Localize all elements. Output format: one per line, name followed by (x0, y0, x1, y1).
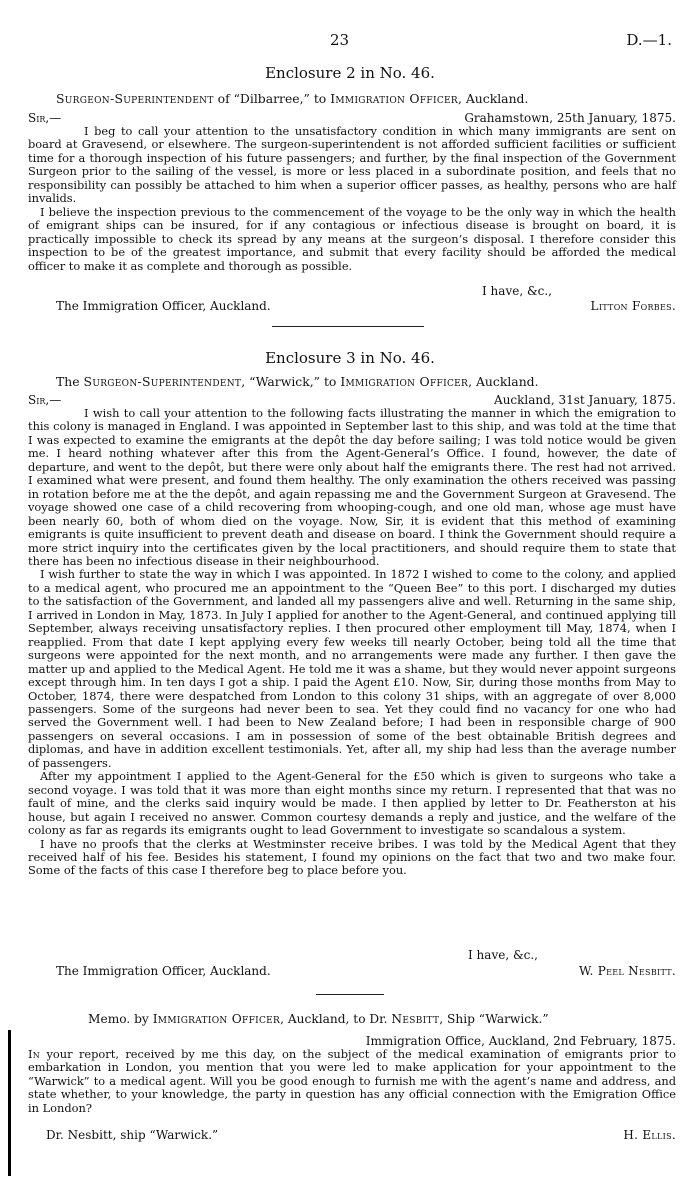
salutation: Sir,— (28, 393, 62, 407)
paragraph: I beg to call your attention to the unsatisfactory condition in which many immigrants are sent on board at Gravesend, or elsewhere. The surgeon-superintendent is not afforded sufficient facilities or sufficient time for a thorough inspection of his future passengers; and further, by the final inspection of the Government Surgeon prior to the sailing of the vessel, is more or less placed in a subordinate position, and feels that no responsibility can possibly be attached to him when a superior officer passes, as healthy, persons who are half invalids. (28, 124, 676, 206)
paragraph: I wish to call your attention to the following facts illustrating the manner in which the emigration to this colony is managed in England. I was appointed in September last to this ship, and was told at the time that I was expected to examine the emigrants at the depôt the day before sailing; I was told notice would be given me. I heard nothing whatever after this from the Agent-General’s Office. I found, however, the date of departure, and went to the depôt, but there were only about half the emigrants there. The rest had not arrived. I examined what were present, and found them healthy. The only examination the others received was passing in rotation before me at the the depôt, and again repassing me and the Government Surgeon at Gravesend. The voyage showed one case of a child recovering from whooping-cough, and one old man, whose age must have been nearly 60, both of whom died on the voyage. Now, Sir, it is evident that this method of examining emigrants is quite insufficient to prevent death and disease on board. I think the Government should require a more strict inquiry into the certificates given by the local practitioners, and should require them to state that there has been no infectious disease in their neighbourhood. (28, 406, 676, 568)
subheading-prefix: The (56, 374, 84, 389)
recipient-place: , Auckland. (468, 374, 539, 389)
enclosure-3-subheading (56, 374, 676, 389)
recipient-title: Immigration Officer (340, 374, 469, 389)
sender-title: Surgeon-Superintendent (56, 91, 214, 106)
section-code: D.—1. (626, 31, 672, 49)
recipient-place: , Auckland. (457, 91, 529, 106)
memo-recipient: Nesbitt (391, 1012, 440, 1026)
enclosure-3-body (28, 407, 676, 878)
memo-addressee: Dr. Nesbitt, ship “Warwick.” (46, 1128, 219, 1142)
signature: Litton Forbes. (590, 299, 676, 313)
memo-sender: Immigration Officer (152, 1012, 281, 1026)
memo-paragraph (28, 1048, 676, 1115)
paragraph: I have no proofs that the clerks at Westminster receive bribes. I was told by the Medical Agent that they received half of his fee. Besides his statement, I found my opinions on the fact that two and two make four. Some of the facts of this case I therefore beg to place before you. (28, 836, 676, 878)
enclosure-3-heading: Enclosure 3 in No. 46. (265, 349, 435, 367)
sender-vessel: of “Dilbarree,” to (213, 91, 331, 106)
divider (272, 326, 424, 327)
memo-lead-word: In (28, 1047, 41, 1061)
enclosure-2-body (28, 125, 676, 273)
paragraph: After my appointment I applied to the Agent-General for the £50 which is given to surgeons who take a second voyage. I was told that it was more than eight months since my return. I represented that that was no fault of mine, and the clerks said inquiry would be made. I then applied by letter to Dr. Featherston at his house, but again I received no answer. Common courtesy demands a reply and justice, and the welfare of the colony as far as regards its emigrants ought to lead Government to investigate so scandalous a system. (28, 769, 676, 838)
closing: I have, &c., (468, 948, 538, 962)
divider (316, 994, 384, 995)
enclosure-2-subheading (56, 91, 676, 106)
memo-body (28, 1048, 676, 1115)
memo-title (88, 1012, 688, 1026)
page-number: 23 (330, 31, 350, 49)
sender-vessel: , “Warwick,” to (241, 374, 341, 389)
paragraph: I wish further to state the way in which I was appointed. In 1872 I wished to come to the colony, and applied to a medical agent, who procured me an appointment to the “Queen Bee” to this port. I discharged my duties to the satisfaction of the Government, and landed all my passengers alive and well. Returning in the same ship, I arrived in London in May, 1873. In July I applied for another to the Agent-General, and continued applying till September, always receiving unsatisfactory replies. I then procured other employment till May, 1874, when I reapplied. From that date I kept applying every few weeks till nearly October, being told all the time that surgeons were appointed for the next month, and no arrangements were made any further. I then gave the matter up and applied to the Medical Agent. He told me it was a shame, but they would never appoint surgeons except through him. In ten days I got a ship. I paid the Agent £10. Now, Sir, during those months from May to October, 1874, there were despatched from London to this colony 31 ships, with an aggregate of over 8,000 passengers. Some of the surgeons had never been to sea. Yet they could find no vacancy for one who had served the Government well. I had been to New Zealand before; I had been in responsible charge of 900 passengers on several occasions. I am in possession of some of the best obtainable British degrees and diplomas, and have in addition excellent testimonials. Yet, after all, my ship had less than the average number of passengers. (28, 567, 676, 770)
closing: I have, &c., (482, 284, 552, 298)
sender-title: Surgeon-Superintendent (83, 374, 242, 389)
addressee: The Immigration Officer, Auckland. (56, 299, 271, 313)
memo-title-middle: , Auckland, to Dr. (280, 1012, 392, 1026)
addressee: The Immigration Officer, Auckland. (56, 964, 271, 978)
memo-title-prefix: Memo. by (88, 1012, 153, 1026)
scan-margin-bar (8, 1030, 11, 1176)
memo-signature: H. Ellis. (623, 1128, 676, 1142)
memo-title-suffix: , Ship “Warwick.” (439, 1012, 549, 1026)
salutation: Sir,— (28, 111, 62, 125)
memo-dateline: Immigration Office, Auckland, 2nd February, 1875. (365, 1034, 676, 1048)
recipient-title: Immigration Officer (330, 91, 458, 106)
signature: W. Peel Nesbitt. (578, 964, 676, 978)
dateline: Grahamstown, 25th January, 1875. (464, 111, 676, 125)
dateline: Auckland, 31st January, 1875. (494, 393, 676, 407)
paragraph: I believe the inspection previous to the commencement of the voyage to be the only way in which the health of emigrant ships can be insured, for if any contagious or infectious disease is brought on board, it is practically impossible to check its spread by any means at the surgeon’s disposal. I therefore consider this inspection to be of the greatest importance, and submit that every facility should be afforded the medical officer to make it as complete and thorough as possible. (28, 204, 676, 273)
enclosure-2-heading: Enclosure 2 in No. 46. (265, 64, 435, 82)
memo-paragraph-text: your report, received by me this day, on the subject of the medical examination of emigrants prior to embarkation in London, you mention that you were led to make application for your appointment to the “Warwick” to a medical agent. Will you be good enough to furnish me with the agent’s name and address, and state whether, to your knowledge, the party in question has any official connection with the Emigration Office in London? (28, 1047, 676, 1115)
